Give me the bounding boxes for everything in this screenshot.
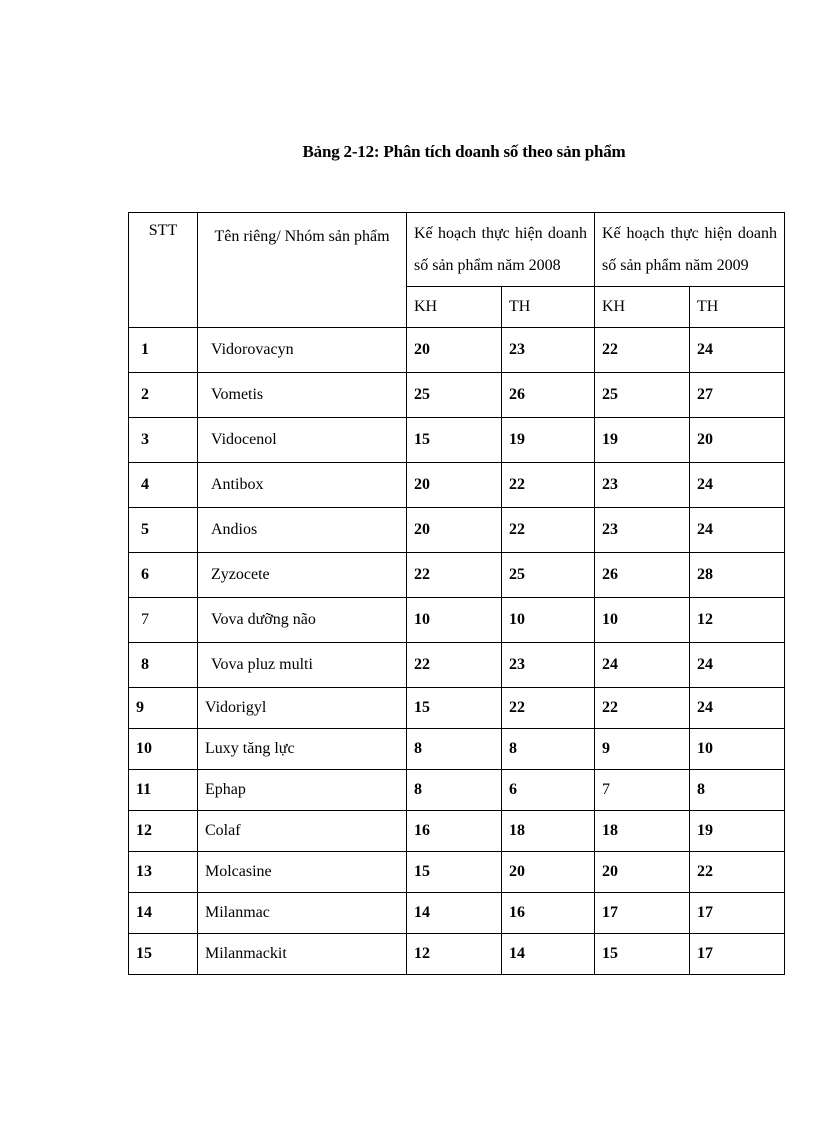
product-name-cell: Vidorovacyn — [198, 328, 407, 373]
stt-cell: 14 — [129, 893, 198, 934]
kh-2009-cell: 10 — [595, 598, 690, 643]
product-name-cell: Luxy tăng lực — [198, 729, 407, 770]
table-title: Bảng 2-12: Phân tích doanh số theo sản phẩm — [302, 142, 626, 161]
th-2008-cell: 6 — [502, 770, 595, 811]
th-2009-cell: 19 — [690, 811, 785, 852]
stt-cell: 4 — [129, 463, 198, 508]
th-2008-cell: 22 — [502, 508, 595, 553]
table-row — [129, 508, 785, 553]
th-2009-cell: 12 — [690, 598, 785, 643]
kh-2009-cell: 19 — [595, 418, 690, 463]
product-name-cell: Antibox — [198, 463, 407, 508]
table-row — [129, 463, 785, 508]
stt-cell: 6 — [129, 553, 198, 598]
kh-2008-cell: 20 — [407, 328, 502, 373]
th-2009-cell: 22 — [690, 852, 785, 893]
product-name-cell: Vometis — [198, 373, 407, 418]
kh-2009-cell: 18 — [595, 811, 690, 852]
kh-2008-cell: 16 — [407, 811, 502, 852]
header-kh-2008: KH — [407, 287, 502, 328]
th-2008-cell: 19 — [502, 418, 595, 463]
th-2008-cell: 23 — [502, 643, 595, 688]
kh-2008-cell: 15 — [407, 852, 502, 893]
product-name-cell: Vidorigyl — [198, 688, 407, 729]
kh-2008-cell: 8 — [407, 770, 502, 811]
kh-2009-cell: 23 — [595, 463, 690, 508]
th-2009-cell: 28 — [690, 553, 785, 598]
stt-cell: 9 — [129, 688, 198, 729]
stt-cell: 13 — [129, 852, 198, 893]
th-2008-cell: 22 — [502, 463, 595, 508]
product-name-cell: Vidocenol — [198, 418, 407, 463]
kh-2008-cell: 12 — [407, 934, 502, 975]
header-row — [129, 213, 785, 287]
table-row — [129, 934, 785, 975]
table-row — [129, 373, 785, 418]
table-row — [129, 729, 785, 770]
product-name-cell: Milanmackit — [198, 934, 407, 975]
th-2008-cell: 14 — [502, 934, 595, 975]
header-stt: STT — [129, 213, 198, 328]
th-2009-cell: 8 — [690, 770, 785, 811]
product-name-cell: Milanmac — [198, 893, 407, 934]
th-2009-cell: 27 — [690, 373, 785, 418]
kh-2009-cell: 22 — [595, 688, 690, 729]
table-row — [129, 643, 785, 688]
table-row — [129, 893, 785, 934]
th-2008-cell: 16 — [502, 893, 595, 934]
table-row — [129, 328, 785, 373]
kh-2008-cell: 15 — [407, 418, 502, 463]
product-name-cell: Andios — [198, 508, 407, 553]
kh-2009-cell: 20 — [595, 852, 690, 893]
kh-2008-cell: 22 — [407, 643, 502, 688]
th-2009-cell: 20 — [690, 418, 785, 463]
table-row — [129, 770, 785, 811]
kh-2008-cell: 22 — [407, 553, 502, 598]
table-row — [129, 811, 785, 852]
stt-cell: 1 — [129, 328, 198, 373]
header-kh-2009: KH — [595, 287, 690, 328]
stt-cell: 15 — [129, 934, 198, 975]
table-row — [129, 598, 785, 643]
header-plan-2009: Kế hoạch thực hiện doanh số sản phẩm năm 2009 — [595, 213, 785, 287]
th-2009-cell: 17 — [690, 893, 785, 934]
kh-2008-cell: 15 — [407, 688, 502, 729]
th-2009-cell: 10 — [690, 729, 785, 770]
product-name-cell: Molcasine — [198, 852, 407, 893]
stt-cell: 11 — [129, 770, 198, 811]
stt-cell: 10 — [129, 729, 198, 770]
stt-cell: 5 — [129, 508, 198, 553]
header-name: Tên riêng/ Nhóm sản phẩm — [198, 213, 407, 328]
th-2008-cell: 10 — [502, 598, 595, 643]
kh-2008-cell: 20 — [407, 463, 502, 508]
product-name-cell: Zyzocete — [198, 553, 407, 598]
th-2008-cell: 18 — [502, 811, 595, 852]
header-th-2009: TH — [690, 287, 785, 328]
th-2009-cell: 17 — [690, 934, 785, 975]
kh-2008-cell: 14 — [407, 893, 502, 934]
kh-2009-cell: 15 — [595, 934, 690, 975]
header-th-2008: TH — [502, 287, 595, 328]
th-2008-cell: 20 — [502, 852, 595, 893]
product-name-cell: Colaf — [198, 811, 407, 852]
table-row — [129, 688, 785, 729]
stt-cell: 7 — [129, 598, 198, 643]
th-2009-cell: 24 — [690, 328, 785, 373]
header-plan-2008: Kế hoạch thực hiện doanh số sản phẩm năm 2008 — [407, 213, 595, 287]
kh-2009-cell: 7 — [595, 770, 690, 811]
kh-2009-cell: 9 — [595, 729, 690, 770]
stt-cell: 12 — [129, 811, 198, 852]
th-2008-cell: 22 — [502, 688, 595, 729]
kh-2009-cell: 25 — [595, 373, 690, 418]
kh-2009-cell: 23 — [595, 508, 690, 553]
th-2008-cell: 26 — [502, 373, 595, 418]
product-name-cell: Ephap — [198, 770, 407, 811]
kh-2008-cell: 25 — [407, 373, 502, 418]
th-2009-cell: 24 — [690, 508, 785, 553]
kh-2008-cell: 10 — [407, 598, 502, 643]
sales-table — [128, 212, 785, 975]
th-2009-cell: 24 — [690, 463, 785, 508]
kh-2009-cell: 26 — [595, 553, 690, 598]
kh-2009-cell: 17 — [595, 893, 690, 934]
th-2009-cell: 24 — [690, 643, 785, 688]
th-2008-cell: 23 — [502, 328, 595, 373]
table-row — [129, 852, 785, 893]
stt-cell: 3 — [129, 418, 198, 463]
kh-2008-cell: 20 — [407, 508, 502, 553]
stt-cell: 8 — [129, 643, 198, 688]
product-name-cell: Vova pluz multi — [198, 643, 407, 688]
th-2008-cell: 25 — [502, 553, 595, 598]
th-2009-cell: 24 — [690, 688, 785, 729]
kh-2009-cell: 22 — [595, 328, 690, 373]
th-2008-cell: 8 — [502, 729, 595, 770]
stt-cell: 2 — [129, 373, 198, 418]
product-name-cell: Vova dưỡng não — [198, 598, 407, 643]
table-row — [129, 553, 785, 598]
table-row — [129, 418, 785, 463]
kh-2009-cell: 24 — [595, 643, 690, 688]
kh-2008-cell: 8 — [407, 729, 502, 770]
